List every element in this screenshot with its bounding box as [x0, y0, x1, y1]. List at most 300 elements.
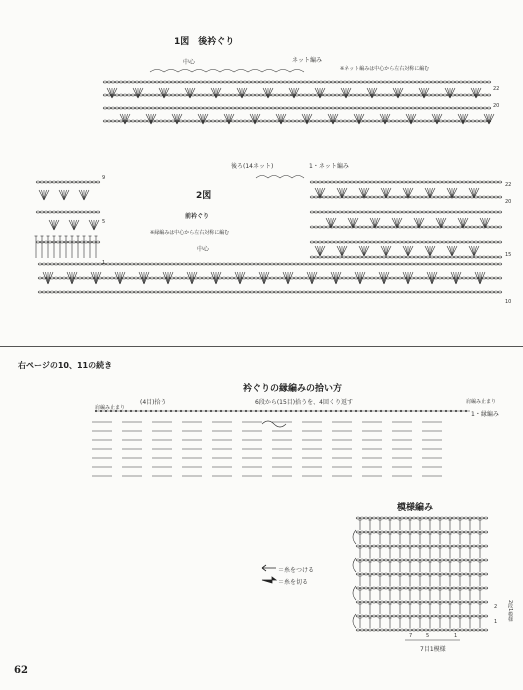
fan-stitch: [123, 114, 126, 124]
chain-stitch: [350, 196, 354, 198]
net-arc: [292, 176, 304, 179]
chain-stitch: [203, 107, 207, 109]
chain-stitch: [438, 196, 442, 198]
chain-stitch: [370, 226, 374, 228]
chain-stitch: [298, 263, 302, 265]
chain-stitch: [359, 81, 363, 83]
chain-stitch: [126, 277, 130, 279]
chain-stitch: [310, 196, 314, 198]
chain-stitch: [476, 601, 480, 603]
chain-stitch: [454, 256, 458, 258]
chain-stitch: [322, 211, 326, 213]
chain-stitch: [372, 545, 376, 547]
fan-stitch: [435, 114, 438, 124]
chain-stitch: [195, 120, 199, 122]
chain-stitch: [327, 94, 331, 96]
chain-stitch: [422, 256, 426, 258]
fan-stitch: [318, 246, 321, 256]
chain-stitch: [472, 601, 476, 603]
chain-stitch: [367, 107, 371, 109]
chain-stitch: [490, 211, 494, 213]
chain-stitch: [442, 256, 446, 258]
chain-stitch: [466, 256, 470, 258]
chain-stitch: [427, 120, 431, 122]
chain-stitch: [364, 615, 368, 617]
fan-stitch: [307, 114, 310, 124]
chain-stitch: [391, 94, 395, 96]
chain-stitch: [486, 211, 490, 213]
chain-stitch: [455, 81, 459, 83]
fan-stitch: [302, 114, 307, 124]
chain-stitch: [370, 256, 374, 258]
fan-stitch: [357, 114, 360, 124]
fan-stitch: [450, 88, 453, 98]
chain-stitch: [226, 277, 230, 279]
chain-stitch: [254, 277, 258, 279]
chain-stitch: [294, 263, 298, 265]
chain-stitch: [366, 256, 370, 258]
chain-stitch: [62, 263, 66, 265]
chain-stitch: [52, 211, 56, 213]
fig1-note: ※ネット編みは中心から左右対称に編む: [340, 66, 430, 72]
fan-stitch: [452, 246, 455, 256]
chain-stitch: [438, 181, 442, 183]
chain-stitch: [386, 241, 390, 243]
chain-stitch: [331, 94, 335, 96]
chain-stitch: [428, 517, 432, 519]
chain-stitch: [314, 226, 318, 228]
chain-stitch: [478, 256, 482, 258]
chain-stitch: [428, 559, 432, 561]
fan-stitch: [384, 246, 387, 256]
chain-stitch: [118, 263, 122, 265]
chain-stitch: [410, 181, 414, 183]
fan-stitch: [240, 272, 245, 284]
chain-stitch: [478, 181, 482, 183]
chain-stitch: [378, 263, 382, 265]
fan-stitch: [229, 114, 234, 124]
chain-stitch: [486, 256, 490, 258]
fig4-side-label: 2段1模様: [507, 600, 513, 622]
chain-stitch: [382, 226, 386, 228]
chain-stitch: [50, 291, 54, 293]
chain-stitch: [356, 601, 360, 603]
chain-stitch: [390, 256, 394, 258]
chain-stitch: [92, 181, 96, 183]
chain-stitch: [275, 107, 279, 109]
chain-stitch: [74, 291, 78, 293]
chain-stitch: [314, 256, 318, 258]
chain-stitch: [396, 615, 400, 617]
chain-stitch: [60, 211, 64, 213]
chain-stitch: [198, 291, 202, 293]
chain-stitch: [396, 629, 400, 631]
chain-stitch: [363, 107, 367, 109]
chain-stitch: [446, 226, 450, 228]
chain-stitch: [444, 559, 448, 561]
fig2-note: ※縁編みは中心から左右対称に編む: [150, 230, 230, 236]
chain-stitch: [40, 211, 44, 213]
chain-stitch: [486, 181, 490, 183]
chain-stitch: [443, 107, 447, 109]
chain-stitch: [38, 277, 42, 279]
fan-stitch: [54, 220, 57, 230]
chain-stitch: [398, 226, 402, 228]
fig4-row-1: 1: [494, 619, 498, 625]
chain-stitch: [456, 517, 460, 519]
chain-stitch: [230, 277, 234, 279]
chain-stitch: [171, 94, 175, 96]
chain-stitch: [458, 196, 462, 198]
chain-stitch: [400, 629, 404, 631]
fan-stitch: [288, 272, 293, 284]
chain-stitch: [335, 107, 339, 109]
chain-stitch: [454, 226, 458, 228]
chain-stitch: [246, 263, 250, 265]
chain-stitch: [408, 601, 412, 603]
chain-stitch: [103, 120, 107, 122]
chain-stitch: [298, 277, 302, 279]
chain-stitch: [452, 545, 456, 547]
chain-stitch: [351, 81, 355, 83]
chain-stitch: [436, 573, 440, 575]
chain-stitch: [242, 263, 246, 265]
chain-stitch: [215, 107, 219, 109]
chain-stitch: [415, 81, 419, 83]
chain-stitch: [447, 120, 451, 122]
chain-stitch: [350, 181, 354, 183]
fan-stitch: [406, 114, 411, 124]
fan-stitch: [315, 246, 320, 256]
fan-stitch: [422, 88, 425, 98]
chain-stitch: [368, 517, 372, 519]
chain-stitch: [294, 277, 298, 279]
chain-stitch: [400, 587, 404, 589]
chain-stitch: [227, 107, 231, 109]
chain-stitch: [287, 120, 291, 122]
fig3-edge-label: 1・縁編み: [471, 411, 499, 418]
chain-stitch: [375, 94, 379, 96]
chain-stitch: [466, 196, 470, 198]
section-divider: [0, 346, 523, 347]
chain-stitch: [107, 120, 111, 122]
chain-stitch: [402, 211, 406, 213]
fan-stitch: [62, 190, 65, 200]
chain-stitch: [490, 256, 494, 258]
chain-stitch: [462, 196, 466, 198]
chain-stitch: [358, 256, 362, 258]
net-arc: [206, 70, 220, 73]
chain-stitch: [396, 601, 400, 603]
chain-stitch: [118, 291, 122, 293]
chain-stitch: [262, 291, 266, 293]
chain-stitch: [458, 256, 462, 258]
chain-stitch: [254, 291, 258, 293]
chain-stitch: [115, 94, 119, 96]
chain-stitch: [155, 94, 159, 96]
chain-stitch: [360, 573, 364, 575]
chain-stitch: [484, 545, 488, 547]
chain-stitch: [426, 181, 430, 183]
chain-stitch: [202, 291, 206, 293]
chain-stitch: [363, 94, 367, 96]
chain-stitch: [62, 277, 66, 279]
chain-stitch: [335, 94, 339, 96]
chain-stitch: [472, 559, 476, 561]
chain-stitch: [354, 181, 358, 183]
chain-stitch: [255, 81, 259, 83]
chain-stitch: [432, 615, 436, 617]
chain-stitch: [372, 587, 376, 589]
chain-stitch: [383, 81, 387, 83]
chain-stitch: [310, 291, 314, 293]
fan-stitch: [48, 272, 53, 284]
chain-stitch: [442, 196, 446, 198]
chain-stitch: [54, 263, 58, 265]
chain-stitch: [372, 559, 376, 561]
chain-stitch: [243, 81, 247, 83]
chain-stitch: [472, 545, 476, 547]
turning-chain: [353, 558, 356, 572]
chain-stitch: [356, 573, 360, 575]
chain-stitch: [338, 263, 342, 265]
chain-stitch: [302, 263, 306, 265]
chain-stitch: [362, 211, 366, 213]
fan-stitch: [276, 114, 281, 124]
chain-stitch: [166, 291, 170, 293]
chain-stitch: [368, 629, 372, 631]
chain-stitch: [402, 196, 406, 198]
chain-stitch: [322, 277, 326, 279]
chain-stitch: [430, 181, 434, 183]
chain-stitch: [372, 517, 376, 519]
chain-stitch: [376, 531, 380, 533]
chain-stitch: [462, 211, 466, 213]
chain-stitch: [374, 211, 378, 213]
chain-stitch: [475, 120, 479, 122]
chain-stitch: [392, 531, 396, 533]
fan-stitch: [120, 272, 125, 284]
chain-stitch: [342, 241, 346, 243]
chain-stitch: [466, 226, 470, 228]
fan-stitch: [475, 272, 480, 284]
chain-stitch: [490, 263, 494, 265]
chain-stitch: [246, 291, 250, 293]
fan-stitch: [89, 220, 94, 230]
fan-stitch: [452, 246, 457, 256]
chain-stitch: [452, 517, 456, 519]
chain-stitch: [366, 263, 370, 265]
chain-stitch: [416, 545, 420, 547]
fan-stitch: [386, 246, 391, 256]
chain-stitch: [178, 263, 182, 265]
chain-stitch: [158, 291, 162, 293]
chain-stitch: [420, 601, 424, 603]
fan-stitch: [398, 88, 403, 98]
chain-stitch: [454, 196, 458, 198]
chain-stitch: [443, 120, 447, 122]
chain-stitch: [310, 226, 314, 228]
fig2-back-label: 後ろ(14ネット): [231, 163, 274, 170]
fan-stitch: [211, 272, 216, 284]
chain-stitch: [434, 291, 438, 293]
fan-stitch: [188, 88, 191, 98]
chain-stitch: [415, 120, 419, 122]
chain-stitch: [447, 81, 451, 83]
chain-stitch: [490, 196, 494, 198]
chain-stitch: [466, 241, 470, 243]
chain-stitch: [334, 291, 338, 293]
chain-stitch: [211, 81, 215, 83]
chain-stitch: [339, 107, 343, 109]
page-number: 62: [14, 665, 28, 676]
chain-stitch: [410, 256, 414, 258]
chain-stitch: [72, 181, 76, 183]
chain-stitch: [68, 181, 72, 183]
chain-stitch: [418, 277, 422, 279]
chain-stitch: [384, 629, 388, 631]
chain-stitch: [342, 256, 346, 258]
chain-stitch: [330, 256, 334, 258]
chain-stitch: [418, 241, 422, 243]
chain-stitch: [203, 94, 207, 96]
chain-stitch: [395, 107, 399, 109]
chain-stitch: [474, 211, 478, 213]
chain-stitch: [388, 517, 392, 519]
chain-stitch: [394, 263, 398, 265]
chain-stitch: [202, 277, 206, 279]
chain-stitch: [390, 263, 394, 265]
chain-stitch: [460, 545, 464, 547]
chain-stitch: [218, 263, 222, 265]
fig3-left-end-label: 肩編み止まり: [95, 405, 126, 411]
chain-stitch: [474, 181, 478, 183]
chain-stitch: [472, 531, 476, 533]
chain-stitch: [404, 517, 408, 519]
chain-stitch: [378, 241, 382, 243]
fan-stitch: [255, 114, 258, 124]
chain-stitch: [283, 120, 287, 122]
fan-stitch: [483, 218, 486, 228]
chain-stitch: [394, 256, 398, 258]
chain-stitch: [271, 81, 275, 83]
chain-stitch: [86, 291, 90, 293]
chain-stitch: [398, 263, 402, 265]
chain-stitch: [366, 291, 370, 293]
fan-stitch: [190, 88, 195, 98]
chain-stitch: [399, 120, 403, 122]
chain-stitch: [106, 263, 110, 265]
fan-stitch: [360, 272, 365, 284]
chain-stitch: [455, 94, 459, 96]
chain-stitch: [428, 587, 432, 589]
chain-stitch: [323, 107, 327, 109]
chain-stitch: [423, 120, 427, 122]
fan-stitch: [385, 114, 388, 124]
chain-stitch: [323, 120, 327, 122]
chain-stitch: [422, 277, 426, 279]
fan-stitch: [112, 88, 117, 98]
net-arc: [276, 70, 290, 73]
fan-stitch: [340, 246, 343, 256]
chain-stitch: [318, 291, 322, 293]
chain-stitch: [394, 181, 398, 183]
chain-stitch: [392, 601, 396, 603]
chain-stitch: [450, 263, 454, 265]
chain-stitch: [251, 107, 255, 109]
fig1-net-label: ネット編み: [292, 57, 323, 64]
chain-stitch: [362, 256, 366, 258]
fan-stitch: [463, 114, 468, 124]
chain-stitch: [391, 81, 395, 83]
chain-stitch: [408, 531, 412, 533]
fan-stitch: [489, 114, 492, 124]
chain-stitch: [452, 573, 456, 575]
fig1-row-22: 22: [493, 86, 500, 92]
chain-stitch: [418, 181, 422, 183]
chain-stitch: [290, 263, 294, 265]
chain-stitch: [360, 587, 364, 589]
chain-stitch: [375, 81, 379, 83]
chain-stitch: [214, 291, 218, 293]
chain-stitch: [438, 256, 442, 258]
fan-stitch: [175, 114, 178, 124]
chain-stitch: [434, 241, 438, 243]
chain-stitch: [426, 211, 430, 213]
chain-stitch: [398, 291, 402, 293]
fan-stitch: [92, 220, 95, 230]
chain-stitch: [498, 181, 502, 183]
chain-stitch: [167, 81, 171, 83]
chain-stitch: [466, 291, 470, 293]
fan-stitch: [380, 114, 385, 124]
fan-stitch: [331, 272, 336, 284]
chain-stitch: [388, 573, 392, 575]
chain-stitch: [414, 181, 418, 183]
chain-stitch: [450, 181, 454, 183]
chain-stitch: [490, 277, 494, 279]
chain-stitch: [452, 601, 456, 603]
chain-stitch: [326, 277, 330, 279]
chain-stitch: [498, 263, 502, 265]
chain-stitch: [187, 81, 191, 83]
chain-stitch: [498, 196, 502, 198]
chain-stitch: [322, 263, 326, 265]
chain-stitch: [351, 120, 355, 122]
chain-stitch: [430, 241, 434, 243]
chain-stitch: [210, 291, 214, 293]
fig4-tick-5: 5: [426, 633, 430, 639]
chain-stitch: [370, 181, 374, 183]
chain-stitch: [486, 226, 490, 228]
chain-stitch: [330, 241, 334, 243]
chain-stitch: [330, 263, 334, 265]
fan-stitch: [424, 88, 427, 98]
chain-stitch: [111, 107, 115, 109]
chain-stitch: [378, 196, 382, 198]
chain-stitch: [126, 263, 130, 265]
chain-stitch: [362, 241, 366, 243]
chain-stitch: [354, 241, 358, 243]
chain-stitch: [219, 120, 223, 122]
chain-stitch: [315, 107, 319, 109]
chain-stitch: [459, 81, 463, 83]
chain-stitch: [215, 81, 219, 83]
chain-stitch: [354, 263, 358, 265]
chain-stitch: [68, 211, 72, 213]
chain-stitch: [84, 241, 88, 243]
chain-stitch: [416, 629, 420, 631]
